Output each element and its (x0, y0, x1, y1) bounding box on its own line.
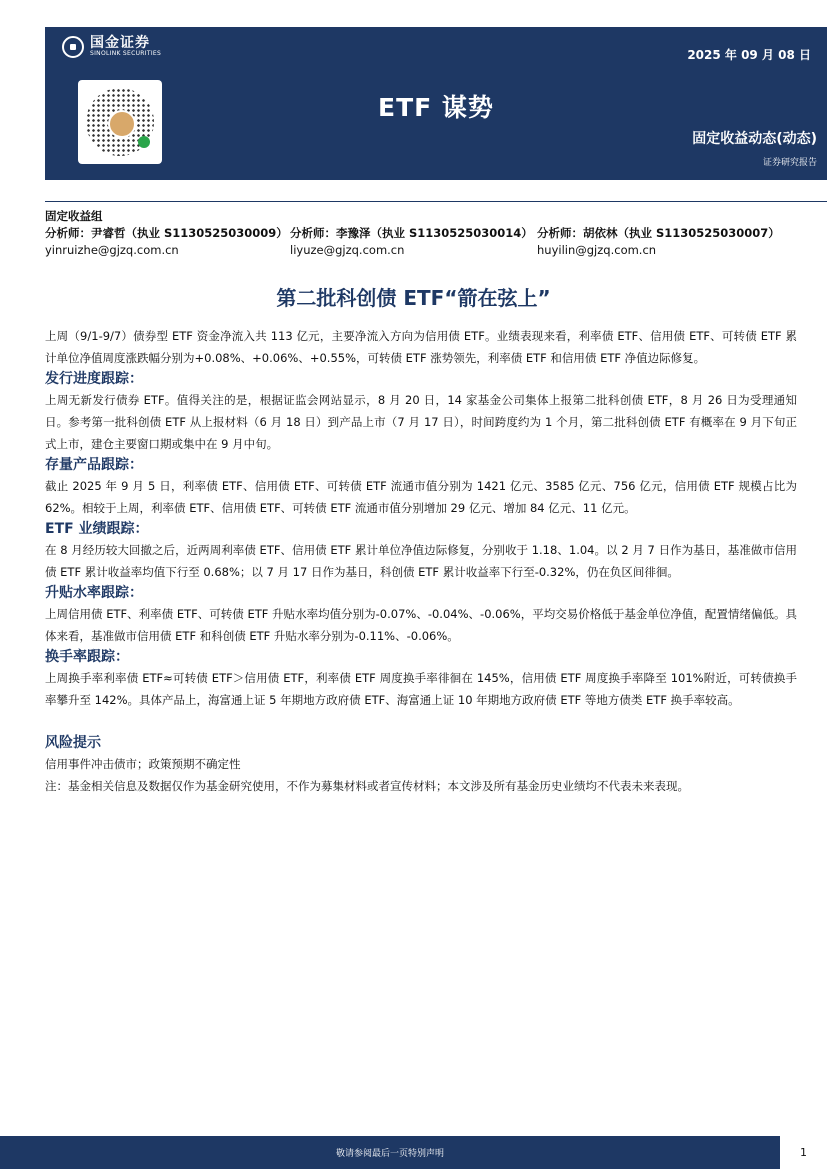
intro-paragraph: 上周（9/1-9/7）债券型 ETF 资金净流入共 113 亿元，主要净流入方向为信用债 ETF。业绩表现来看，利率债 ETF、信用债 ETF、可转债 ETF 累计单位净值周度涨跌幅分别为+0.08%、+0.06%、+0.55%，可转债 ETF 涨势领先，利率债 ETF 和信用债 ETF 净值边际修复。 (45, 329, 797, 365)
logo-cn-text: 国金证券 (90, 35, 150, 51)
analyst-label: 分析师： (290, 226, 336, 240)
analyst-email[interactable]: huyilin@gjzq.com.cn (537, 243, 657, 257)
team-name: 固定收益组 (45, 209, 103, 223)
section-body: 上周信用债 ETF、利率债 ETF、可转债 ETF 升贴水率均值分别为-0.07%、-0.04%、-0.06%，平均交易价格低于基金单位净值，配置情绪偏低。具体来看，基准做市信用债 ETF 和科创债 ETF 升贴水率分别为-0.11%、-0.06%。 (45, 607, 797, 643)
analyst-label: 分析师： (45, 226, 91, 240)
section-body: 上周换手率利率债 ETF≈可转债 ETF＞信用债 ETF，利率债 ETF 周度换手率徘徊在 145%，信用债 ETF 周度换手率降至 101%附近，可转债换手率攀升至 142%。具体产品上，海富通上证 5 年期地方政府债 ETF、海富通上证 10 年期地方政府债 ETF 等地方债类 ETF 换手率较高。 (45, 671, 797, 707)
analyst-3 (537, 225, 780, 242)
qr-badge-icon (138, 136, 150, 148)
headline: 第二批科创债 ETF“箭在弦上” (276, 286, 551, 310)
section-heading: 升贴水率跟踪： (45, 585, 143, 601)
risk-text: 信用事件冲击债市；政策预期不确定性 (45, 757, 241, 771)
header-divider (45, 201, 827, 202)
report-date: 2025 年 09 月 08 日 (687, 48, 811, 62)
logo-en-text: SINOLINK SECURITIES (90, 50, 162, 57)
analyst-email-row (45, 242, 827, 259)
section-heading: ETF 业绩跟踪： (45, 521, 149, 537)
logo-mark-icon (62, 36, 84, 58)
analyst-label: 分析师： (537, 226, 583, 240)
page-number: 1 (800, 1146, 807, 1159)
section-body: 上周无新发行债券 ETF。值得关注的是，根据证监会网站显示，8 月 20 日，14 家基金公司集体上报第二批科创债 ETF，8 月 26 日为受理通知日。参考第一批科创债 ETF 从上报材料（6 月 18 日）到产品上市（7 月 17 日），时间跨度约为 1 个月，第二批科创债 ETF 有概率在 9 月下旬正式上市，建仓主要窗口期或集中在 9 月中旬。 (45, 393, 797, 451)
risk-heading: 风险提示 (45, 735, 101, 751)
analyst-2 (290, 225, 537, 242)
report-title: ETF 谋势 (378, 93, 494, 122)
analyst-name: 李豫泽（执业 S1130525030014） (336, 226, 533, 240)
section-body: 截止 2025 年 9 月 5 日，利率债 ETF、信用债 ETF、可转债 ETF 流通市值分别为 1421 亿元、3585 亿元、756 亿元，信用债 ETF 规模占比为 62%。相较于上周，利率债 ETF、信用债 ETF、可转债 ETF 流通市值分别增加 29 亿元、增加 84 亿元、11 亿元。 (45, 479, 797, 515)
analyst-name: 胡依林（执业 S1130525030007） (583, 226, 780, 240)
footer-disclaimer: 敬请参阅最后一页特别声明 (335, 1149, 444, 1159)
analyst-1 (45, 225, 290, 242)
analyst-email[interactable]: liyuze@gjzq.com.cn (290, 243, 405, 257)
qr-center-logo (108, 110, 136, 138)
analyst-name: 尹睿哲（执业 S1130525030009） (91, 226, 288, 240)
banner-top-strip (45, 17, 827, 27)
report-type: 固定收益动态(动态) (692, 131, 817, 147)
analyst-block (45, 208, 827, 259)
qr-code-icon (78, 80, 162, 164)
company-logo (62, 36, 161, 58)
report-body (45, 325, 797, 797)
report-kind: 证券研究报告 (762, 158, 817, 168)
section-body: 在 8 月经历较大回撤之后，近两周利率债 ETF、信用债 ETF 累计单位净值边际修复，分别收于 1.18、1.04。以 2 月 7 日作为基日，基准做市信用债 ETF 累计收益率均值下行至 0.68%；以 7 月 17 日作为基日，科创债 ETF 累计收益率下行至-0.32%，仍在负区间徘徊。 (45, 543, 797, 579)
footer-bar (0, 1136, 780, 1169)
section-heading: 存量产品跟踪： (45, 457, 143, 473)
analyst-email[interactable]: yinruizhe@gjzq.com.cn (45, 243, 179, 257)
section-heading: 发行进度跟踪： (45, 371, 143, 387)
disclaimer-note: 注：基金相关信息及数据仅作为基金研究使用，不作为募集材料或者宣传材料；本文涉及所有基金历史业绩均不代表未来表现。 (45, 779, 689, 793)
analyst-name-row (45, 225, 827, 242)
section-heading: 换手率跟踪： (45, 649, 129, 665)
